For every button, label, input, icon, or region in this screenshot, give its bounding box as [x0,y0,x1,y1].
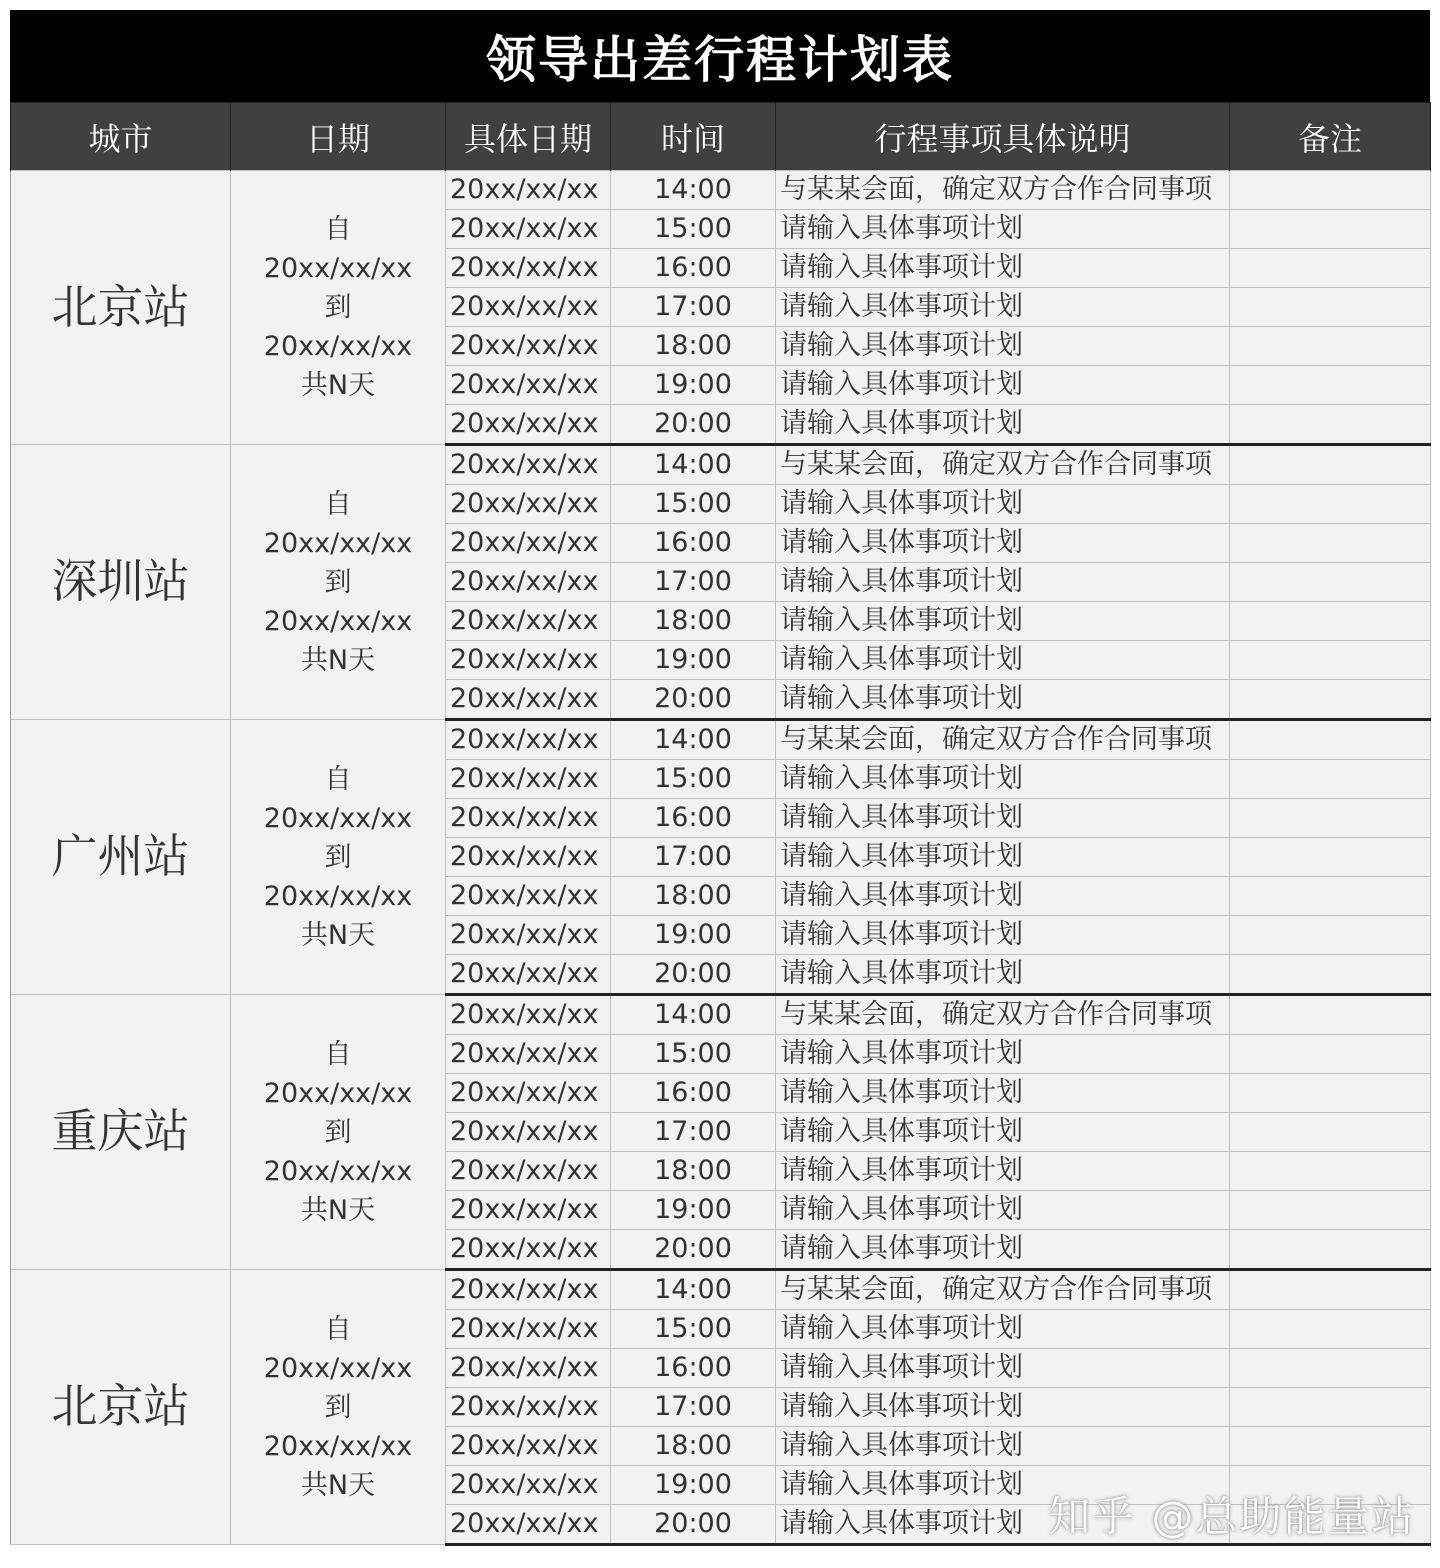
header-date: 日期 [231,103,446,171]
watermark: 知乎 @总助能量站 [1048,1492,1416,1541]
header-note: 备注 [1230,103,1431,171]
time-cell[interactable]: 17:00 [611,288,776,327]
description-cell[interactable]: 请输入具体事项计划 [776,327,1230,366]
date-range-line: 到 [324,841,352,873]
time-cell[interactable]: 20:00 [611,1230,776,1270]
specific-date-cell[interactable]: 20xx/xx/xx [446,955,611,995]
specific-date-cell[interactable]: 20xx/xx/xx [446,1310,611,1349]
date-range-line: 共N天 [300,370,376,401]
date-range-line: 20xx/xx/xx [263,1430,413,1462]
specific-date-cell[interactable]: 20xx/xx/xx [446,485,611,524]
note-cell[interactable] [1230,405,1431,445]
time-cell[interactable]: 18:00 [611,1427,776,1466]
date-range-line: 自 [324,488,352,520]
header-description: 行程事项具体说明 [776,103,1230,171]
date-range-line: 20xx/xx/xx [263,1077,413,1109]
time-cell[interactable]: 15:00 [611,1035,776,1074]
description-cell[interactable]: 请输入具体事项计划 [776,405,1230,445]
header-city: 城市 [11,103,231,171]
date-range-cell[interactable] [231,720,446,995]
specific-date-cell[interactable]: 20xx/xx/xx [446,602,611,641]
description-cell[interactable]: 请输入具体事项计划 [776,760,1230,799]
date-range-line: 20xx/xx/xx [263,331,413,362]
date-range-line: 到 [324,1391,352,1423]
description-cell[interactable]: 与某某会面，确定双方合作合同事项 [776,445,1230,485]
time-cell[interactable]: 19:00 [611,641,776,680]
description-cell[interactable]: 请输入具体事项计划 [776,366,1230,405]
note-cell[interactable] [1230,1035,1431,1074]
note-cell[interactable] [1230,955,1431,995]
description-cell[interactable]: 请输入具体事项计划 [776,1427,1230,1466]
specific-date-cell[interactable]: 20xx/xx/xx [446,288,611,327]
note-cell[interactable] [1230,760,1431,799]
specific-date-cell[interactable]: 20xx/xx/xx [446,1505,611,1545]
note-cell[interactable] [1230,602,1431,641]
description-cell[interactable]: 请输入具体事项计划 [776,955,1230,995]
description-cell[interactable]: 请输入具体事项计划 [776,524,1230,563]
specific-date-cell[interactable]: 20xx/xx/xx [446,1074,611,1113]
date-range-line: 共N天 [300,1194,376,1226]
date-range-line: 20xx/xx/xx [263,802,413,834]
description-cell[interactable]: 请输入具体事项计划 [776,877,1230,916]
date-range-line: 自 [324,763,352,795]
description-cell[interactable]: 请输入具体事项计划 [776,1191,1230,1230]
time-cell[interactable]: 14:00 [611,445,776,485]
date-range-line: 自 [324,1313,352,1345]
description-cell[interactable]: 请输入具体事项计划 [776,1505,1230,1545]
date-range-line: 到 [324,1116,352,1148]
date-range-line: 到 [324,566,352,598]
note-cell[interactable] [1230,524,1431,563]
city-cell[interactable]: 广州站 [11,720,231,995]
time-cell[interactable]: 14:00 [611,995,776,1035]
description-cell[interactable]: 请输入具体事项计划 [776,485,1230,524]
description-cell[interactable]: 请输入具体事项计划 [776,1466,1230,1505]
specific-date-cell[interactable]: 20xx/xx/xx [446,1230,611,1270]
note-cell[interactable] [1230,249,1431,288]
note-cell[interactable] [1230,171,1431,210]
date-range-line: 共N天 [300,1469,376,1501]
specific-date-cell[interactable]: 20xx/xx/xx [446,877,611,916]
description-cell[interactable]: 请输入具体事项计划 [776,1074,1230,1113]
header-specific-date: 具体日期 [446,103,611,171]
description-cell[interactable]: 与某某会面，确定双方合作合同事项 [776,995,1230,1035]
time-cell[interactable]: 20:00 [611,955,776,995]
sheet-title: 领导出差行程计划表 [10,10,1430,102]
specific-date-cell[interactable]: 20xx/xx/xx [446,1152,611,1191]
time-cell[interactable]: 15:00 [611,485,776,524]
time-cell[interactable]: 17:00 [611,1388,776,1427]
time-cell[interactable]: 17:00 [611,1113,776,1152]
time-cell[interactable]: 20:00 [611,680,776,720]
note-cell[interactable] [1230,799,1431,838]
date-range-cell[interactable] [231,995,446,1270]
time-cell[interactable]: 19:00 [611,366,776,405]
description-cell[interactable]: 请输入具体事项计划 [776,602,1230,641]
specific-date-cell[interactable]: 20xx/xx/xx [446,916,611,955]
description-cell[interactable]: 请输入具体事项计划 [776,563,1230,602]
note-cell[interactable] [1230,680,1431,720]
date-range-cell[interactable] [231,1270,446,1545]
time-cell[interactable]: 18:00 [611,1152,776,1191]
time-cell[interactable]: 14:00 [611,171,776,210]
note-cell[interactable] [1230,916,1431,955]
time-cell[interactable]: 16:00 [611,1349,776,1388]
specific-date-cell[interactable]: 20xx/xx/xx [446,838,611,877]
description-cell[interactable]: 请输入具体事项计划 [776,641,1230,680]
table-row [11,1270,1431,1310]
specific-date-cell[interactable]: 20xx/xx/xx [446,1191,611,1230]
date-range-line: 自 [324,1038,352,1070]
note-cell[interactable] [1230,838,1431,877]
itinerary-body [11,171,1431,1545]
note-cell[interactable] [1230,1074,1431,1113]
note-cell[interactable] [1230,327,1431,366]
specific-date-cell[interactable]: 20xx/xx/xx [446,720,611,760]
time-cell[interactable]: 16:00 [611,1074,776,1113]
table-row [11,720,1431,760]
specific-date-cell[interactable]: 20xx/xx/xx [446,1035,611,1074]
note-cell[interactable] [1230,563,1431,602]
date-range-cell[interactable] [231,171,446,445]
date-range-line: 到 [324,292,352,323]
description-cell[interactable]: 请输入具体事项计划 [776,1035,1230,1074]
date-range-line: 20xx/xx/xx [263,605,413,637]
note-cell[interactable] [1230,445,1431,485]
specific-date-cell[interactable]: 20xx/xx/xx [446,1349,611,1388]
specific-date-cell[interactable]: 20xx/xx/xx [446,1388,611,1427]
date-range-line: 20xx/xx/xx [263,527,413,559]
city-cell[interactable]: 重庆站 [11,995,231,1270]
description-cell[interactable]: 请输入具体事项计划 [776,1113,1230,1152]
note-cell[interactable] [1230,995,1431,1035]
specific-date-cell[interactable]: 20xx/xx/xx [446,366,611,405]
description-cell[interactable]: 请输入具体事项计划 [776,916,1230,955]
specific-date-cell[interactable]: 20xx/xx/xx [446,760,611,799]
date-range-cell[interactable] [231,445,446,720]
note-cell[interactable] [1230,1270,1431,1310]
date-range-line: 20xx/xx/xx [263,1352,413,1384]
time-cell[interactable]: 18:00 [611,327,776,366]
table-row [11,171,1431,210]
specific-date-cell[interactable]: 20xx/xx/xx [446,995,611,1035]
specific-date-cell[interactable]: 20xx/xx/xx [446,405,611,445]
specific-date-cell[interactable]: 20xx/xx/xx [446,563,611,602]
note-cell[interactable] [1230,1230,1431,1270]
time-cell[interactable]: 15:00 [611,1310,776,1349]
note-cell[interactable] [1230,210,1431,249]
date-range-line: 20xx/xx/xx [263,880,413,912]
note-cell[interactable] [1230,1310,1431,1349]
specific-date-cell[interactable]: 20xx/xx/xx [446,171,611,210]
time-cell[interactable]: 17:00 [611,563,776,602]
specific-date-cell[interactable]: 20xx/xx/xx [446,249,611,288]
description-cell[interactable]: 与某某会面，确定双方合作合同事项 [776,171,1230,210]
table-row [11,445,1431,485]
description-cell[interactable]: 请输入具体事项计划 [776,838,1230,877]
header-time: 时间 [611,103,776,171]
note-cell[interactable] [1230,288,1431,327]
specific-date-cell[interactable]: 20xx/xx/xx [446,1466,611,1505]
note-cell[interactable] [1230,1427,1431,1466]
specific-date-cell[interactable]: 20xx/xx/xx [446,210,611,249]
note-cell[interactable] [1230,1388,1431,1427]
specific-date-cell[interactable]: 20xx/xx/xx [446,799,611,838]
date-range-line: 自 [324,214,352,245]
header-row [11,103,1431,171]
table-row [11,995,1431,1035]
description-cell[interactable]: 请输入具体事项计划 [776,680,1230,720]
date-range-line: 20xx/xx/xx [263,1155,413,1187]
city-cell[interactable]: 北京站 [11,1270,231,1545]
description-cell[interactable]: 与某某会面，确定双方合作合同事项 [776,720,1230,760]
note-cell[interactable] [1230,877,1431,916]
description-cell[interactable]: 请输入具体事项计划 [776,288,1230,327]
note-cell[interactable] [1230,1113,1431,1152]
time-cell[interactable]: 16:00 [611,249,776,288]
description-cell[interactable]: 请输入具体事项计划 [776,1152,1230,1191]
specific-date-cell[interactable]: 20xx/xx/xx [446,524,611,563]
description-cell[interactable]: 请输入具体事项计划 [776,799,1230,838]
note-cell[interactable] [1230,720,1431,760]
city-cell[interactable]: 深圳站 [11,445,231,720]
description-cell[interactable]: 请输入具体事项计划 [776,1230,1230,1270]
note-cell[interactable] [1230,1191,1431,1230]
time-cell[interactable]: 15:00 [611,760,776,799]
time-cell[interactable]: 20:00 [611,1505,776,1545]
description-cell[interactable]: 请输入具体事项计划 [776,249,1230,288]
note-cell[interactable] [1230,366,1431,405]
note-cell[interactable] [1230,485,1431,524]
specific-date-cell[interactable]: 20xx/xx/xx [446,327,611,366]
time-cell[interactable]: 20:00 [611,405,776,445]
note-cell[interactable] [1230,1349,1431,1388]
specific-date-cell[interactable]: 20xx/xx/xx [446,1427,611,1466]
itinerary-sheet [10,10,1430,1546]
note-cell[interactable] [1230,1152,1431,1191]
note-cell[interactable] [1230,641,1431,680]
date-range-line: 20xx/xx/xx [263,253,413,284]
description-cell[interactable]: 与某某会面，确定双方合作合同事项 [776,1270,1230,1310]
date-range-line: 共N天 [300,644,376,676]
specific-date-cell[interactable]: 20xx/xx/xx [446,1270,611,1310]
specific-date-cell[interactable]: 20xx/xx/xx [446,680,611,720]
description-cell[interactable]: 请输入具体事项计划 [776,210,1230,249]
specific-date-cell[interactable]: 20xx/xx/xx [446,445,611,485]
itinerary-table [10,102,1431,1546]
specific-date-cell[interactable]: 20xx/xx/xx [446,641,611,680]
time-cell[interactable]: 17:00 [611,838,776,877]
time-cell[interactable]: 16:00 [611,524,776,563]
time-cell[interactable]: 19:00 [611,1466,776,1505]
time-cell[interactable]: 18:00 [611,877,776,916]
description-cell[interactable]: 请输入具体事项计划 [776,1310,1230,1349]
time-cell[interactable]: 19:00 [611,1191,776,1230]
time-cell[interactable]: 14:00 [611,1270,776,1310]
time-cell[interactable]: 16:00 [611,799,776,838]
time-cell[interactable]: 14:00 [611,720,776,760]
description-cell[interactable]: 请输入具体事项计划 [776,1349,1230,1388]
time-cell[interactable]: 15:00 [611,210,776,249]
description-cell[interactable]: 请输入具体事项计划 [776,1388,1230,1427]
time-cell[interactable]: 18:00 [611,602,776,641]
city-cell[interactable]: 北京站 [11,171,231,445]
time-cell[interactable]: 19:00 [611,916,776,955]
date-range-line: 共N天 [300,919,376,951]
specific-date-cell[interactable]: 20xx/xx/xx [446,1113,611,1152]
